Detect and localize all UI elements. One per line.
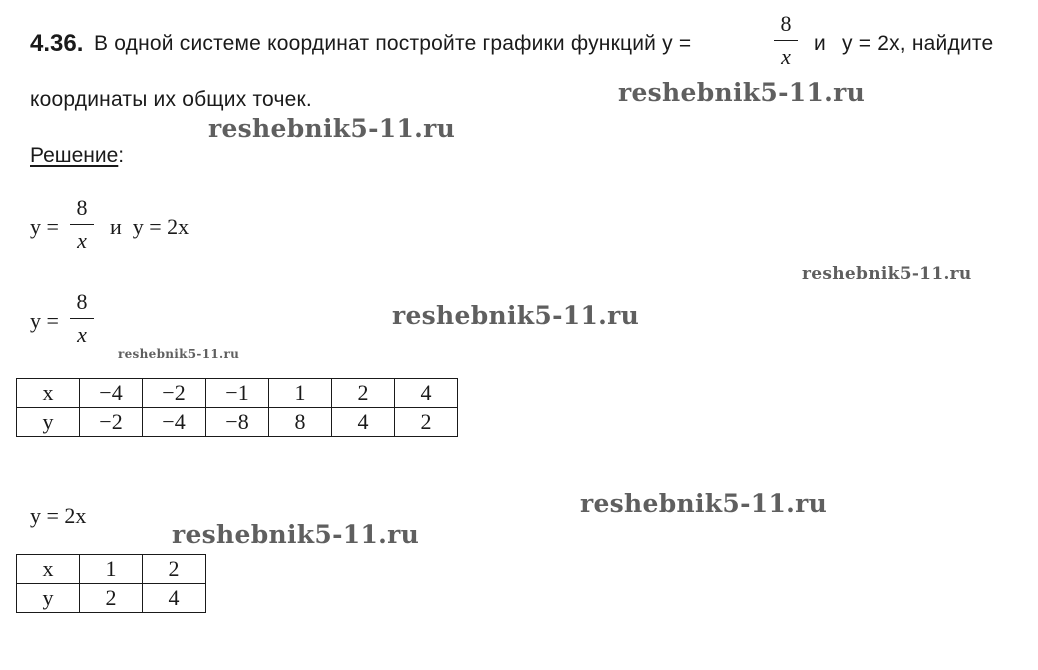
equation-2-denominator: x bbox=[77, 322, 87, 347]
equation-1-numerator: 8 bbox=[76, 195, 88, 220]
table-cell: 2 bbox=[80, 584, 143, 613]
problem-fraction-denominator: x bbox=[781, 44, 791, 69]
problem-text-part2: y = 2x, найдите bbox=[842, 32, 994, 55]
watermark: reshebnik5-11.ru bbox=[118, 347, 240, 361]
equation-2-fraction bbox=[70, 290, 94, 347]
problem-text-part1: В одной системе координат постройте графики функций y = bbox=[94, 32, 692, 55]
table-cell: y bbox=[17, 584, 80, 613]
watermark: reshebnik5-11.ru bbox=[172, 520, 420, 549]
equation-3: y = 2x bbox=[30, 503, 87, 528]
table-cell: 4 bbox=[143, 584, 206, 613]
equation-2-lhs: y = bbox=[30, 308, 59, 333]
watermark: reshebnik5-11.ru bbox=[802, 264, 972, 284]
table-cell: 2 bbox=[395, 408, 458, 437]
fraction-bar bbox=[774, 40, 798, 41]
solution-heading-label: Решение bbox=[30, 144, 119, 167]
fraction-bar bbox=[70, 318, 94, 319]
equation-1-denominator: x bbox=[77, 228, 87, 253]
table-cell: −8 bbox=[206, 408, 269, 437]
solution-heading-colon: : bbox=[118, 144, 125, 167]
table-cell: x bbox=[17, 555, 80, 584]
watermark: reshebnik5-11.ru bbox=[392, 301, 640, 330]
equation-1-rest: и y = 2x bbox=[110, 214, 190, 239]
equation-1-fraction bbox=[70, 196, 94, 253]
table-cell: y bbox=[17, 408, 80, 437]
table-cell: −2 bbox=[80, 408, 143, 437]
equation-1-lhs: y = bbox=[30, 214, 59, 239]
problem-fraction bbox=[774, 12, 798, 69]
table-cell: −1 bbox=[206, 379, 269, 408]
table-cell: 8 bbox=[269, 408, 332, 437]
table-cell: 4 bbox=[395, 379, 458, 408]
table-cell: 2 bbox=[143, 555, 206, 584]
table-cell: −2 bbox=[143, 379, 206, 408]
values-table-hyperbola bbox=[16, 378, 458, 437]
problem-fraction-numerator: 8 bbox=[780, 11, 792, 36]
table-cell: 4 bbox=[332, 408, 395, 437]
problem-number: 4.36. bbox=[30, 30, 84, 57]
table-cell: 1 bbox=[80, 555, 143, 584]
table-row-x bbox=[17, 379, 458, 408]
watermark: reshebnik5-11.ru bbox=[618, 78, 866, 107]
fraction-bar bbox=[70, 224, 94, 225]
values-table-line bbox=[16, 554, 206, 613]
table-cell: x bbox=[17, 379, 80, 408]
table-cell: 2 bbox=[332, 379, 395, 408]
solution-heading bbox=[30, 144, 124, 168]
watermark: reshebnik5-11.ru bbox=[580, 489, 828, 518]
table-row-y bbox=[17, 584, 206, 613]
watermark: reshebnik5-11.ru bbox=[208, 114, 456, 143]
problem-text-line2: координаты их общих точек. bbox=[30, 88, 312, 111]
table-cell: −4 bbox=[80, 379, 143, 408]
table-row-y bbox=[17, 408, 458, 437]
problem-text-and: и bbox=[814, 32, 826, 55]
table-cell: 1 bbox=[269, 379, 332, 408]
equation-2-numerator: 8 bbox=[76, 289, 88, 314]
table-row-x bbox=[17, 555, 206, 584]
table-cell: −4 bbox=[143, 408, 206, 437]
